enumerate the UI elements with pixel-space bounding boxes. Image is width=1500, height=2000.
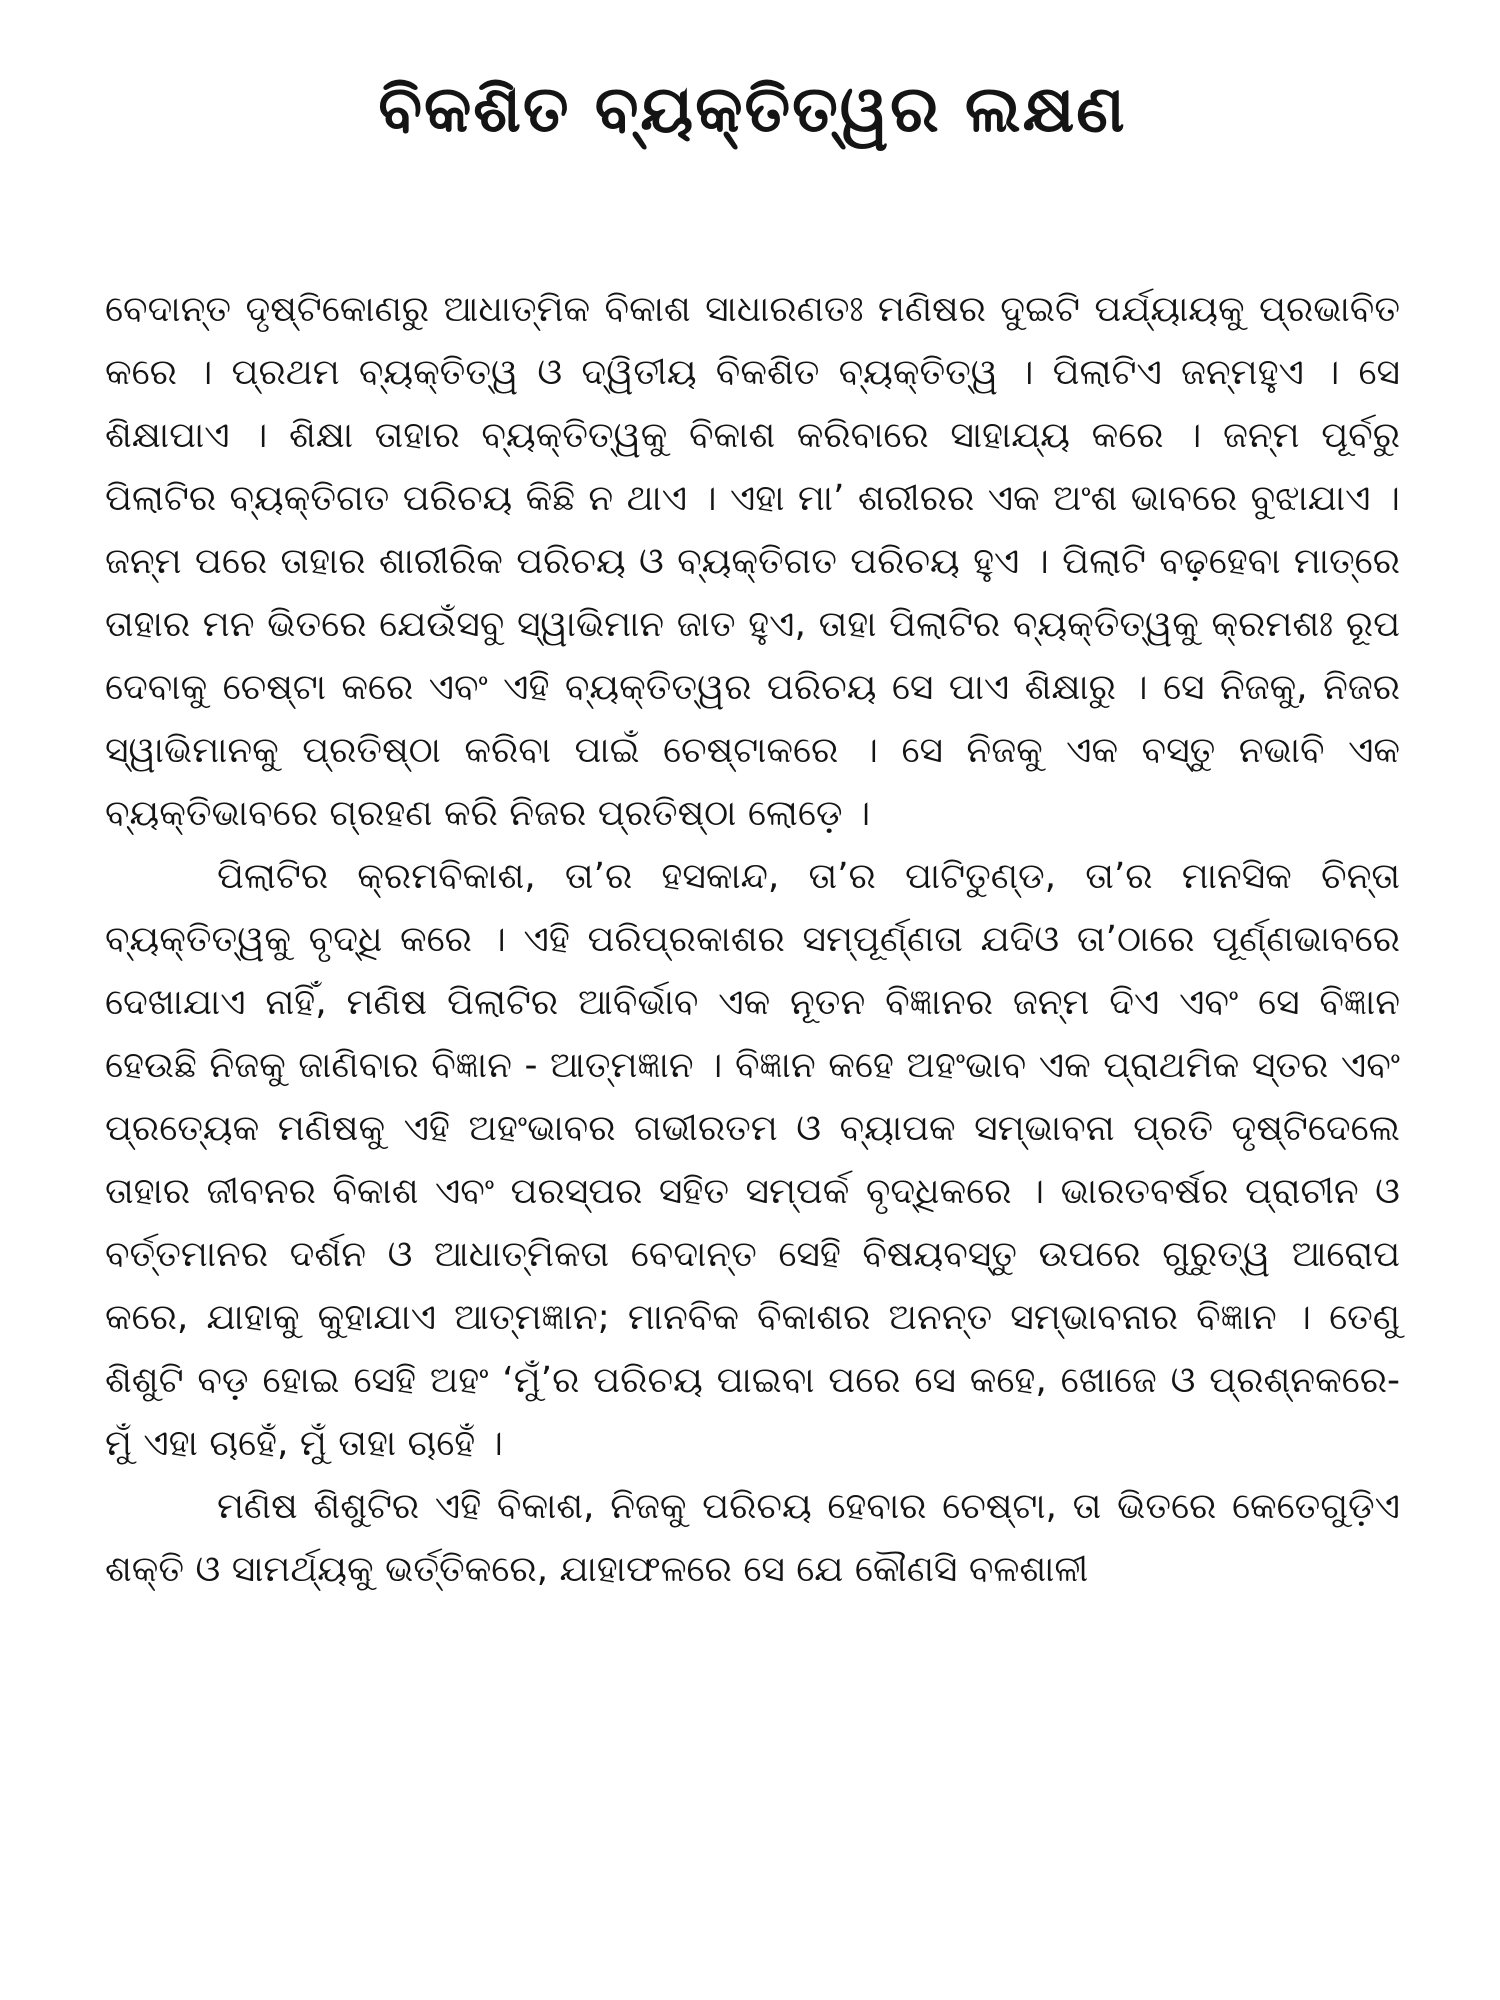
page-title: ବିକଶିତ ବ୍ୟକ୍ତିତ୍ୱର ଲକ୍ଷଣ [378, 73, 1127, 147]
paragraph-1: ବେଦାନ୍ତ ଦୃଷ୍ଟିକୋଣରୁ ଆଧାତ୍ମିକ ବିକାଶ ସାଧାରଣତଃ ମଣିଷର ଦୁଇଟି ପର୍ଯ୍ୟାୟକୁ ପ୍ରଭାବିତ କରେ । ପ୍ରଥମ ବ୍ୟକ୍ତିତ୍ୱ ଓ ଦ୍ୱିତୀୟ ବିକଶିତ ବ୍ୟକ୍ତିତ୍ୱ । ପିଲାଟିଏ ଜନ୍ମହୁଏ । ସେ ଶିକ୍ଷାପାଏ । ଶିକ୍ଷା ତାହାର ବ୍ୟକ୍ତିତ୍ୱକୁ ବିକାଶ କରିବାରେ ସାହାଯ୍ୟ କରେ । ଜନ୍ମ ପୂର୍ବରୁ ପିଲାଟିର ବ୍ୟକ୍ତିଗତ ପରିଚୟ କିଛି ନ ଥାଏ । ଏହା ମା’ ଶରୀରର ଏକ ଅଂଶ ଭାବରେ ବୁଝାଯାଏ । ଜନ୍ମ ପରେ ତାହାର ଶାରୀରିକ ପରିଚୟ ଓ ବ୍ୟକ୍ତିଗତ ପରିଚୟ ହୁଏ । ପିଲାଟି ବଢ଼ହେବା ମାତ୍ରେ ତାହାର ମନ ଭିତରେ ଯେଉଁସବୁ ସ୍ୱାଭିମାନ ଜାତ ହୁଏ, ତାହା ପିଲାଟିର ବ୍ୟକ୍ତିତ୍ୱକୁ କ୍ରମଶଃ ରୂପ ଦେବାକୁ ଚେଷ୍ଟା କରେ ଏବଂ ଏହି ବ୍ୟକ୍ତିତ୍ୱର ପରିଚୟ ସେ ପାଏ ଶିକ୍ଷାରୁ । ସେ ନିଜକୁ, ନିଜର ସ୍ୱାଭିମାନକୁ ପ୍ରତିଷ୍ଠା କରିବା ପାଇଁ ଚେଷ୍ଟାକରେ । ସେ ନିଜକୁ ଏକ ବସ୍ତୁ ନଭାବି ଏକ ବ୍ୟକ୍ତିଭାବରେ ଗ୍ରହଣ କରି ନିଜର ପ୍ରତିଷ୍ଠା ଲୋଡ଼େ । [105, 289, 1400, 834]
paragraph-3: ମଣିଷ ଶିଶୁଟିର ଏହି ବିକାଶ, ନିଜକୁ ପରିଚୟ ହେବାର ଚେଷ୍ଟା, ତା ଭିତରେ କେତେଗୁଡ଼ିଏ ଶକ୍ତି ଓ ସାମର୍ଥ୍ୟକୁ ଭର୍ତ୍ତିକରେ, ଯାହାଫଳରେ ସେ ଯେ କୌଣସି ବଳଶାଳୀ [105, 1486, 1400, 1590]
paragraph-2: ପିଲାଟିର କ୍ରମବିକାଶ, ତା’ର ହସକାନ୍ଦ, ତା’ର ପାଟିତୁଣ୍ଡ, ତା’ର ମାନସିକ ଚିନ୍ତା ବ୍ୟକ୍ତିତ୍ୱକୁ ବୃଦ୍ଧି କରେ । ଏହି ପରିପ୍ରକାଶର ସମ୍ପୂର୍ଣ୍ଣତା ଯଦିଓ ତା’ଠାରେ ପୂର୍ଣ୍ଣଭାବରେ ଦେଖାଯାଏ ନାହିଁ, ମଣିଷ ପିଲାଟିର ଆବିର୍ଭାବ ଏକ ନୂତନ ବିଜ୍ଞାନର ଜନ୍ମ ଦିଏ ଏବଂ ସେ ବିଜ୍ଞାନ ହେଉଛି ନିଜକୁ ଜାଣିବାର ବିଜ୍ଞାନ - ଆତ୍ମଜ୍ଞାନ । ବିଜ୍ଞାନ କହେ ଅହଂଭାବ ଏକ ପ୍ରାଥମିକ ସ୍ତର ଏବଂ ପ୍ରତ୍ୟେକ ମଣିଷକୁ ଏହି ଅହଂଭାବର ଗଭୀରତମ ଓ ବ୍ୟାପକ ସମ୍ଭାବନା ପ୍ରତି ଦୃଷ୍ଟିଦେଲେ ତାହାର ଜୀବନର ବିକାଶ ଏବଂ ପରସ୍ପର ସହିତ ସମ୍ପର୍କ ବୃଦ୍ଧିକରେ । ଭାରତବର୍ଷର ପ୍ରାଚୀନ ଓ ବର୍ତ୍ତମାନର ଦର୍ଶନ ଓ ଆଧାତ୍ମିକତା ବେଦାନ୍ତ ସେହି ବିଷୟବସ୍ତୁ ଉପରେ ଗୁରୁତ୍ୱ ଆରୋପ କରେ, ଯାହାକୁ କୁହାଯାଏ ଆତ୍ମଜ୍ଞାନ; ମାନବିକ ବିକାଶର ଅନନ୍ତ ସମ୍ଭାବନାର ବିଜ୍ଞାନ । ତେଣୁ ଶିଶୁଟି ବଡ଼ ହୋଇ ସେହି ଅହଂ ‘ମୁଁ’ର ପରିଚୟ ପାଇବା ପରେ ସେ କହେ, ଖୋଜେ ଓ ପ୍ରଶ୍ନକରେ- ମୁଁ ଏହା ଚାହେଁ, ମୁଁ ତାହା ଚାହେଁ । [105, 856, 1400, 1464]
